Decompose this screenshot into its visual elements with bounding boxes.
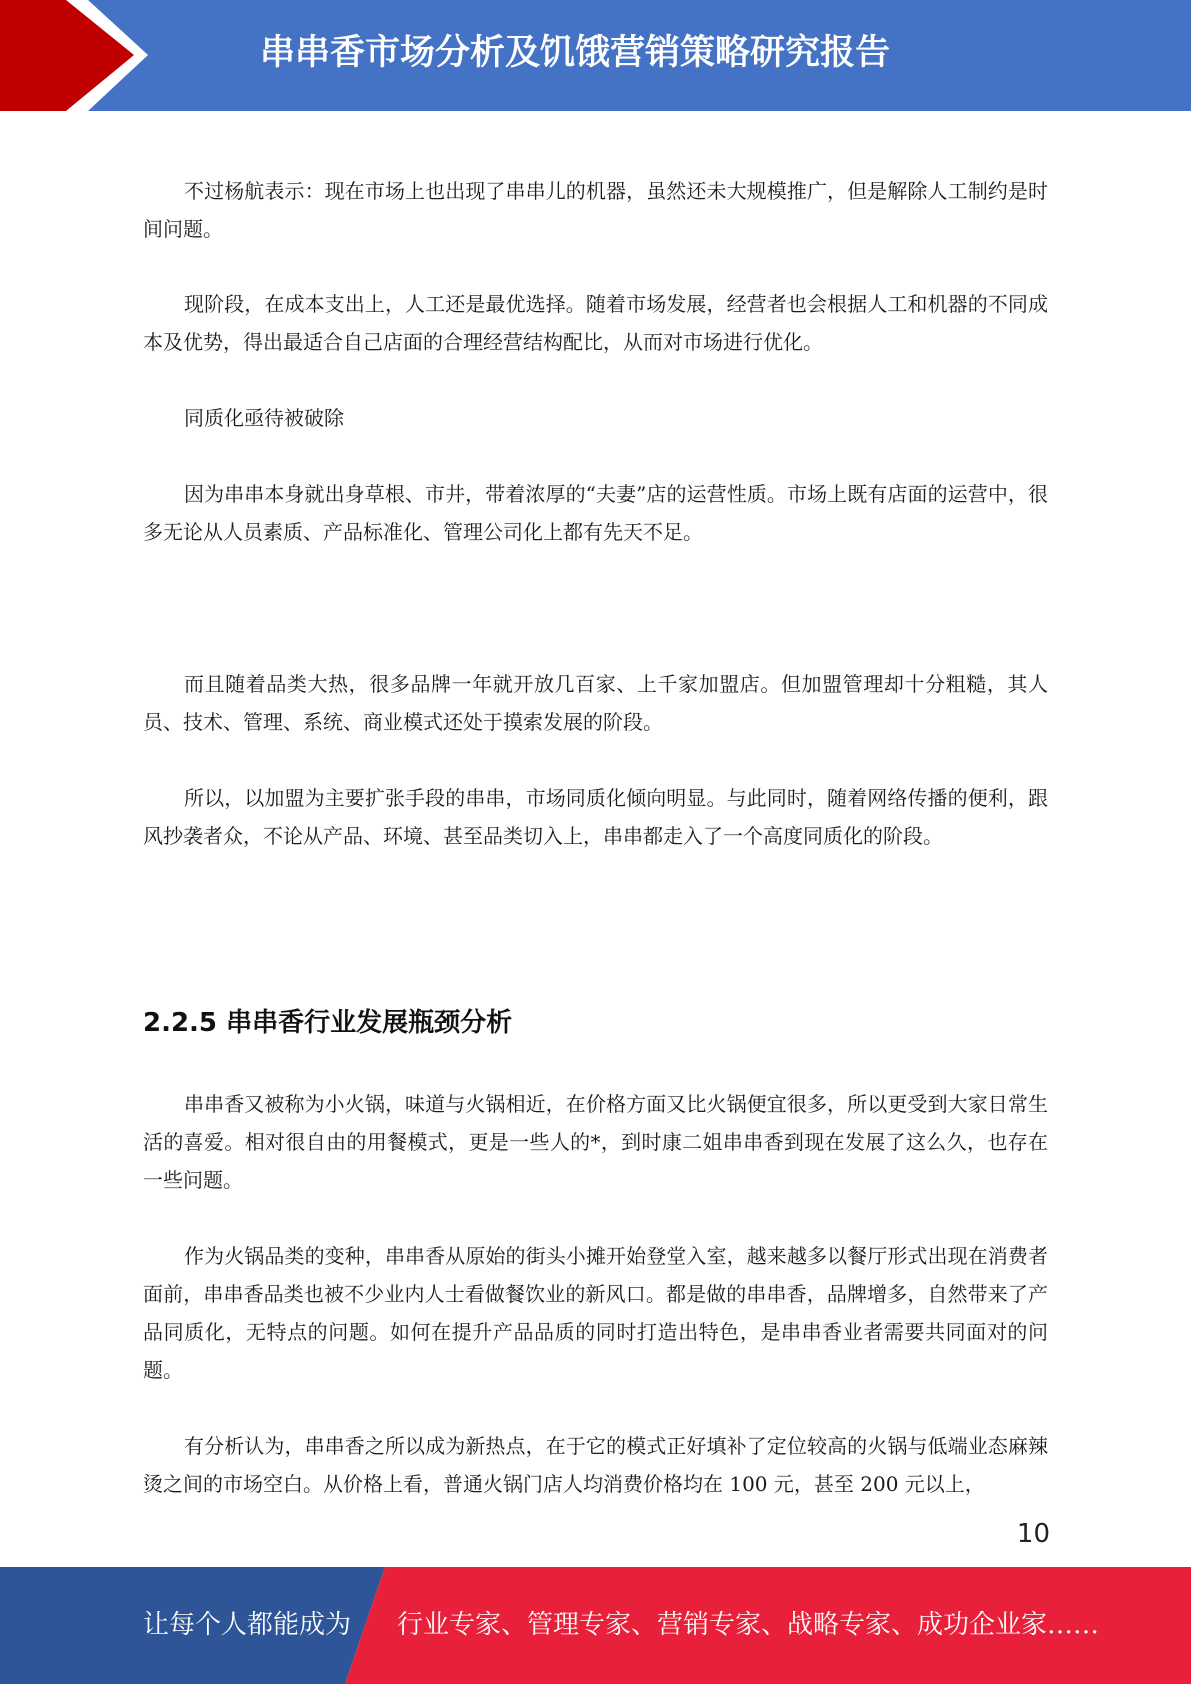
paragraph: 作为火锅品类的变种，串串香从原始的街头小摊开始登堂入室，越来越多以餐厅形式出现在消费者面前，串串香品类也被不少业内人士看做餐饮业的新风口。都是做的串串香，品牌增多，自然带来了产品同质化，无特点的问题。如何在提升产品品质的同时打造出特色，是串串香业者需要共同面对的问题。: [143, 1244, 1048, 1382]
paragraph: 有分析认为，串串香之所以成为新热点，在于它的模式正好填补了定位较高的火锅与低端业态麻辣烫之间的市场空白。从价格上看，普通火锅门店人均消费价格均在 100 元，甚至 200 元以上，: [143, 1434, 1048, 1496]
page-number: 10: [1016, 1519, 1050, 1549]
paragraph: 串串香又被称为小火锅，味道与火锅相近，在价格方面又比火锅便宜很多，所以更受到大家日常生活的喜爱。相对很自由的用餐模式，更是一些人的*，到时康二姐串串香到现在发展了这么久，也存在一些问题。: [143, 1092, 1048, 1192]
footer-slogan-right: 行业专家、管理专家、营销专家、战略专家、成功企业家……: [397, 1610, 1100, 1640]
paragraph: 因为串串本身就出身草根、市井，带着浓厚的“夫妻”店的运营性质。市场上既有店面的运营中，很多无论从人员素质、产品标准化、管理公司化上都有先天不足。: [143, 482, 1048, 544]
page-header: [0, 0, 1191, 111]
section-heading: 2.2.5 串串香行业发展瓶颈分析: [143, 1008, 513, 1038]
paragraph: 不过杨航表示：现在市场上也出现了串串儿的机器，虽然还未大规模推广，但是解除人工制约是时间问题。: [143, 179, 1048, 241]
subheading-paragraph: 同质化亟待被破除: [184, 406, 344, 430]
page-footer: [0, 1567, 1191, 1684]
document-title: 串串香市场分析及饥饿营销策略研究报告: [260, 33, 891, 73]
paragraph: 所以，以加盟为主要扩张手段的串串，市场同质化倾向明显。与此同时，随着网络传播的便利，跟风抄袭者众，不论从产品、环境、甚至品类切入上，串串都走入了一个高度同质化的阶段。: [143, 786, 1048, 848]
paragraph: 现阶段，在成本支出上，人工还是最优选择。随着市场发展，经营者也会根据人工和机器的不同成本及优势，得出最适合自己店面的合理经营结构配比，从而对市场进行优化。: [143, 292, 1048, 354]
paragraph: 而且随着品类大热，很多品牌一年就开放几百家、上千家加盟店。但加盟管理却十分粗糙，其人员、技术、管理、系统、商业模式还处于摸索发展的阶段。: [143, 672, 1048, 734]
footer-slogan-left: 让每个人都能成为: [143, 1610, 352, 1640]
